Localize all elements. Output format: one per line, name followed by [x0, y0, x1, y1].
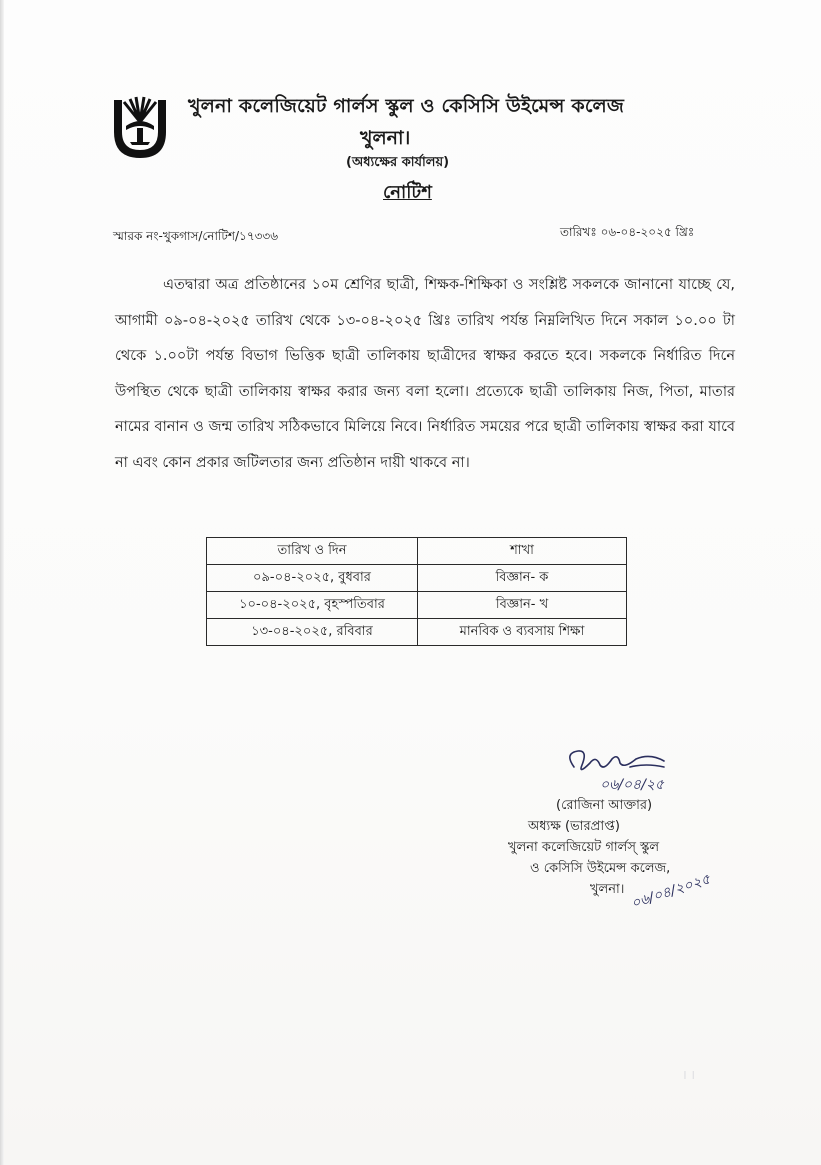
notice-paragraph: এতদ্বারা অত্র প্রতিষ্ঠানের ১০ম শ্রেণির ছাত্রী, শিক্ষক-শিক্ষিকা ও সংশ্লিষ্ট সকলকে জানানো যাচ্ছে যে, আগামী ০৯-০৪-২০২৫ তারিখ থেকে ১৩-০৪-২০২৫ খ্রিঃ তারিখ পর্যন্ত নিম্নলিখিত দিনে সকাল ১০.০০ টা থেকে ১.০০টা পর্যন্ত বিভাগ ভিত্তিক ছাত্রী তালিকায় ছাত্রীদের স্বাক্ষর করতে হবে। সকলকে নির্ধারিত দিনে উপস্থিত থেকে ছাত্রী তালিকায় স্বাক্ষর করার জন্য বলা হলো। প্রত্যেকে ছাত্রী তালিকায় নিজ, পিতা, মাতার নামের বানান ও জন্ম তারিখ সঠিকভাবে মিলিয়ে নিবে। নির্ধারিত সময়ের পরে ছাত্রী তালিকায় স্বাক্ষর করা যাবে না এবং কোন প্রকার জটিলতার জন্য প্রতিষ্ঠান দায়ী থাকবে না।: [115, 277, 735, 471]
row-section: বিজ্ঞান- ক: [418, 565, 627, 592]
table-header-row: [207, 538, 627, 565]
signatory-name: (রোজিনা আক্তার): [556, 798, 653, 813]
paper-smudge: ı ı: [683, 1067, 696, 1083]
institution-name: খুলনা কলেজিয়েট গার্লস স্কুল ও কেসিসি উইমেন্স কলেজ: [188, 95, 625, 117]
row-date: ১০-০৪-২০২৫, বৃহস্পতিবার: [207, 592, 418, 619]
row-section: মানবিক ও ব্যবসায় শিক্ষা: [418, 619, 627, 646]
memo-reference: স্মারক নং-খুকগাস/নোটিশ/১৭৩৩৬: [113, 229, 279, 243]
column-header-section: শাখা: [418, 538, 627, 565]
table-row: [207, 619, 627, 646]
notice-title: নোটিশ: [383, 182, 432, 203]
school-crest-icon: [110, 92, 170, 162]
schedule-table: [206, 537, 627, 646]
signatory-org-line3: খুলনা।: [590, 882, 625, 897]
page-edge-shadow: [0, 0, 4, 1165]
row-date: ১৩-০৪-২০২৫, রবিবার: [207, 619, 418, 646]
handwritten-stamp-date: ০৬/০৪/২০২৫: [629, 871, 713, 913]
signatory-title: অধ্যক্ষ (ভারপ্রাপ্ত): [528, 819, 620, 834]
column-header-date: তারিখ ও দিন: [207, 538, 418, 565]
table-row: [207, 565, 627, 592]
signature-date: ০৬/০৪/২৫: [600, 777, 665, 793]
row-section: বিজ্ঞান- খ: [418, 592, 627, 619]
notice-date: তারিখঃ ০৬-০৪-২০২৫ খ্রিঃ: [560, 225, 695, 239]
row-date: ০৯-০৪-২০২৫, বুধবার: [207, 565, 418, 592]
institution-city: খুলনা।: [360, 127, 411, 149]
office-label: (অধ্যক্ষের কার্যালয়): [346, 155, 450, 170]
notice-body: [115, 268, 735, 481]
signatory-org-line1: খুলনা কলেজিয়েট গার্লস্ স্কুল: [508, 840, 660, 855]
signatory-org-line2: ও কেসিসি উইমেন্স কলেজ,: [530, 861, 671, 876]
table-row: [207, 592, 627, 619]
